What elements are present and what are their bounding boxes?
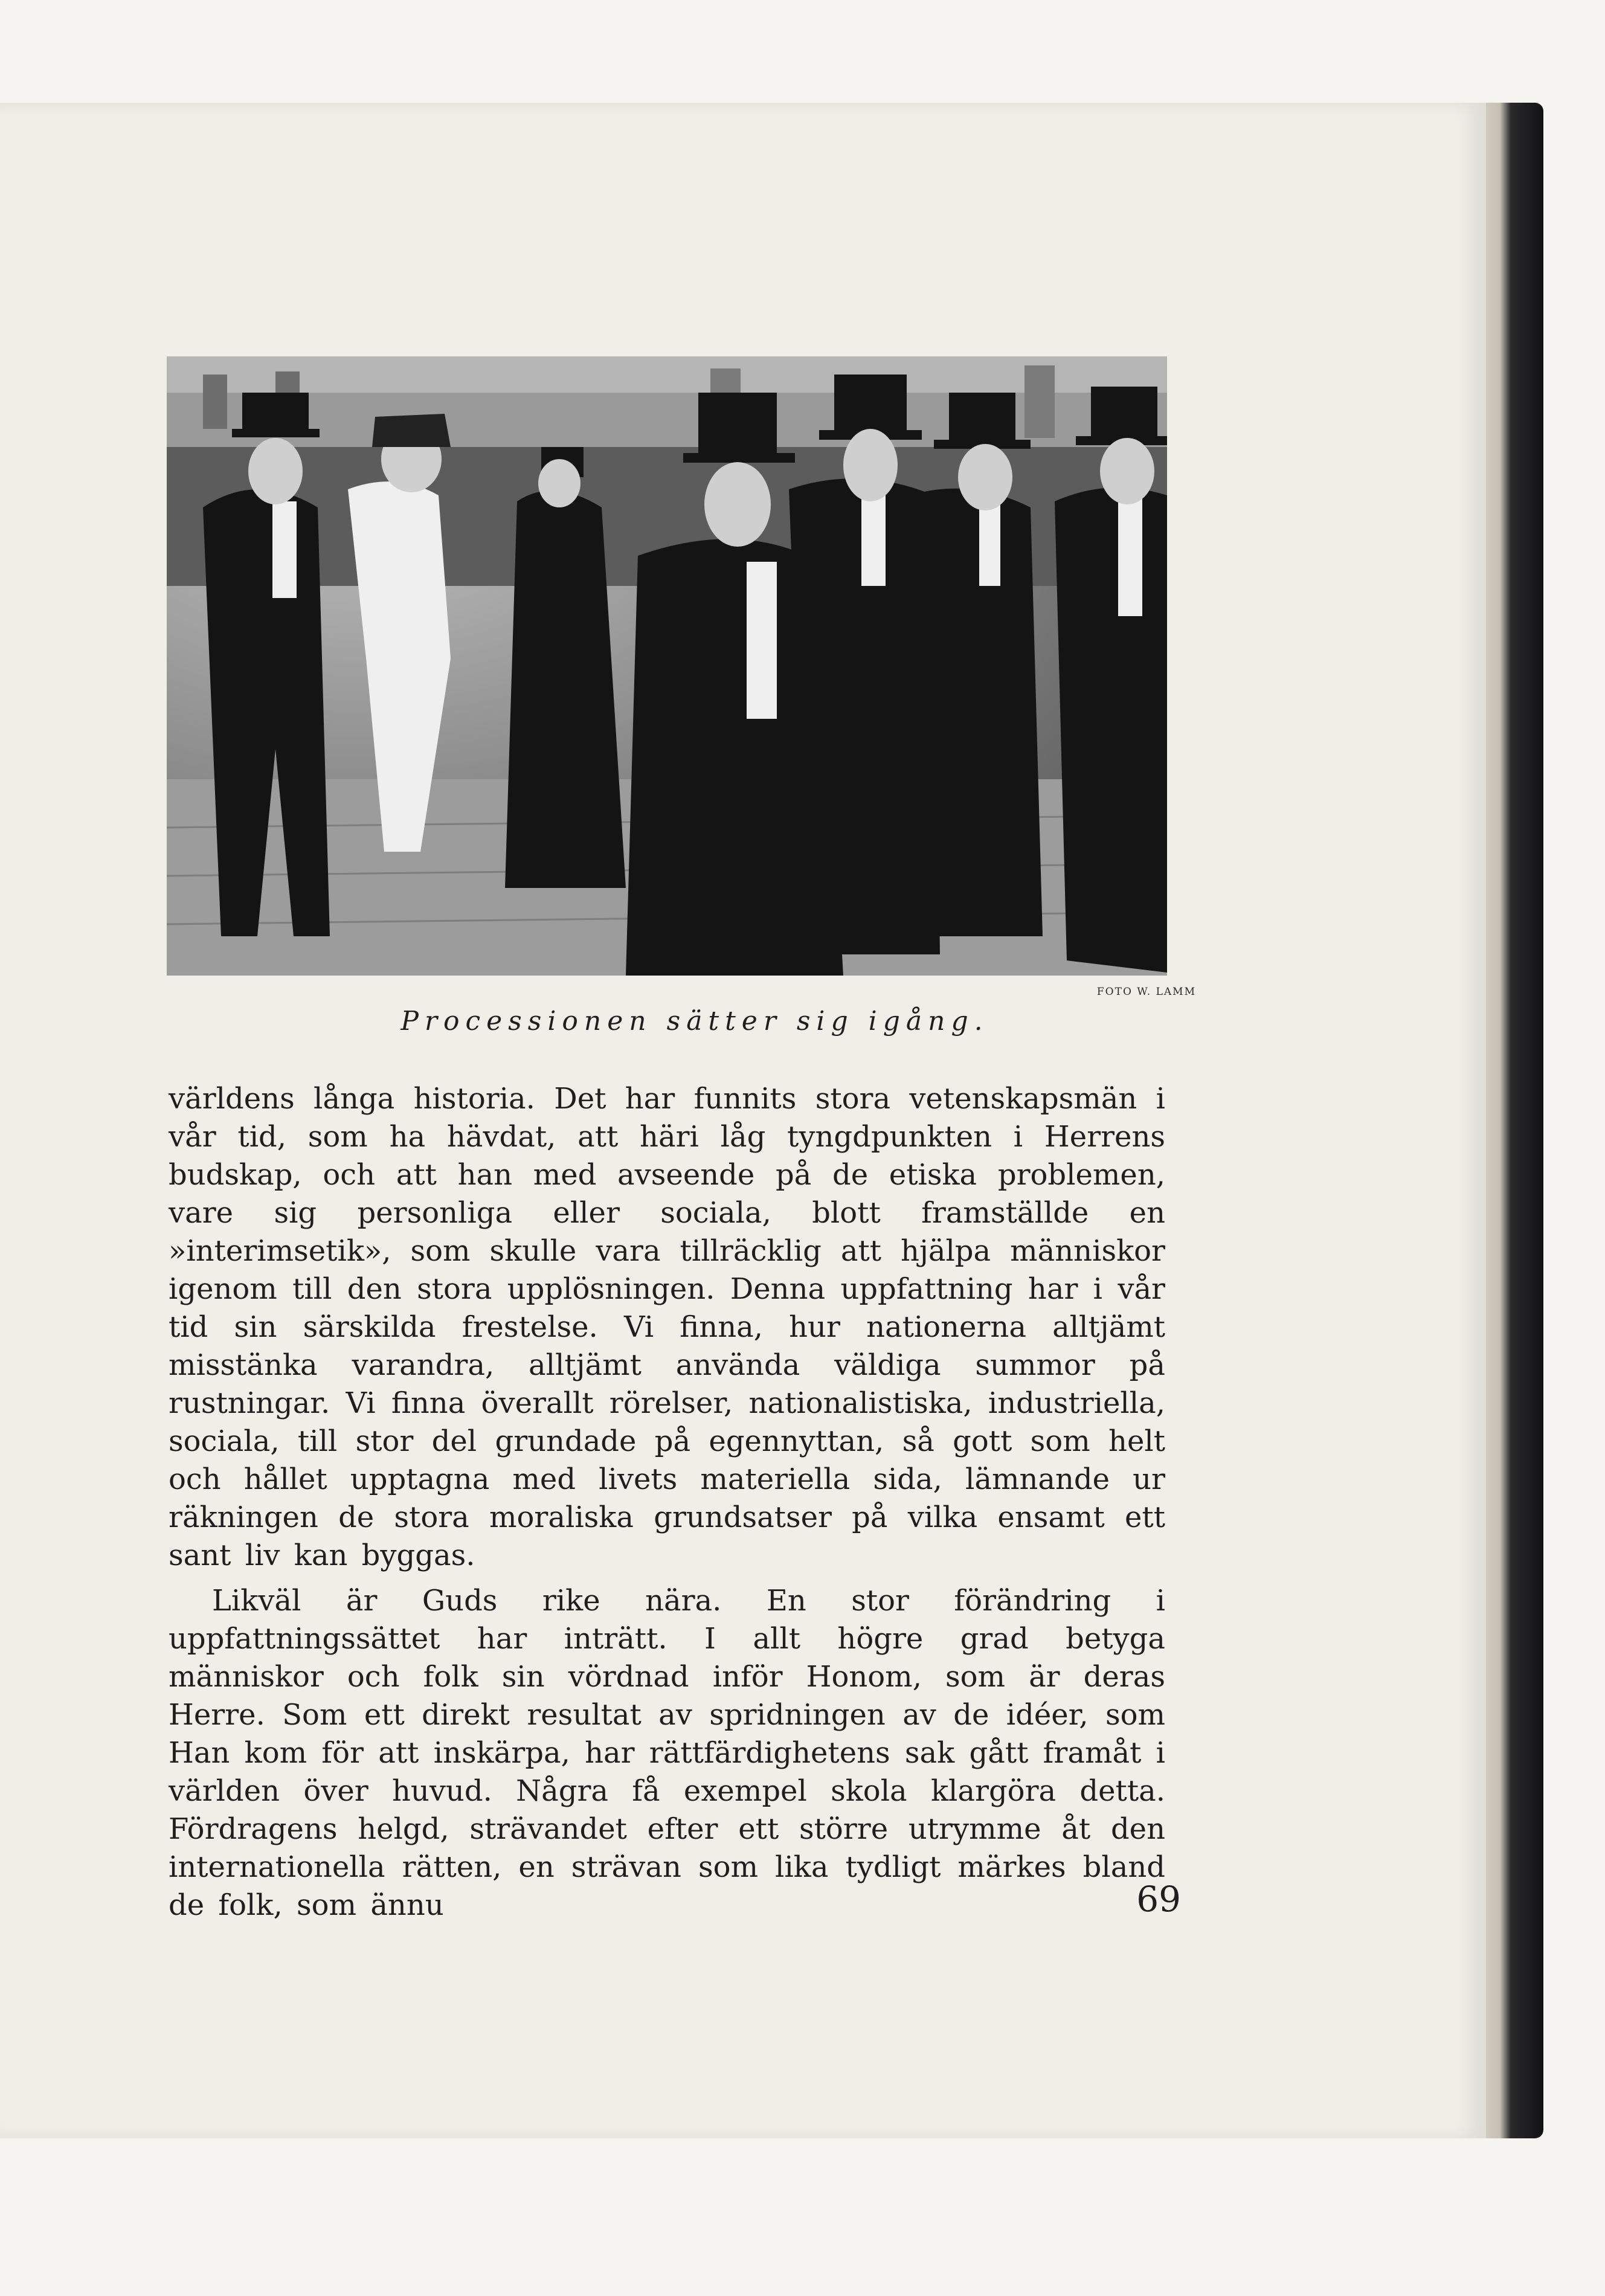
- photograph-icon: [167, 356, 1167, 976]
- photo-credit: FOTO W. LAMM: [1096, 986, 1196, 998]
- body-text: [169, 1080, 1165, 1925]
- page-number: 69: [1136, 1879, 1181, 1920]
- procession-photograph: [167, 356, 1167, 976]
- paragraph: Likväl är Guds rike nära. En stor förändring i uppfattningssättet har inträtt. I allt högre grad betyga människor och folk sin vördnad inför Honom, som är deras Herre. Som ett direkt resultat av spridningen av de idéer, som Han kom för att inskärpa, har rättfärdighetens sak gått framåt i världen över huvud. Några få exempel skola klargöra detta. Fördragens helgd, strävandet efter ett större utrymme åt den internationella rätten, en strävan som lika tydligt märkes bland de folk, som ännu: [169, 1584, 1165, 1922]
- photo-caption: Processionen sätter sig igång.: [400, 1006, 989, 1037]
- paragraph: världens långa historia. Det har funnits stora vetenskapsmän i vår tid, som ha hävdat, att häri låg tyngdpunkten i Herrens budskap, och att han med avseende på de etiska problemen, vare sig personliga eller sociala, blott framställde en »interimsetik», som skulle vara tillräcklig att hjälpa människor igenom till den stora upplösningen. Denna uppfattning har i vår tid sin särskilda frestelse. Vi finna, hur nationerna alltjämt misstänka varandra, alltjämt använda väldiga summor på rustningar. Vi finna överallt rörelser, nationalistiska, industriella, sociala, till stor del grundade på egennyttan, så gott som helt och hållet upptagna med livets materiella sida, lämnande ur räkningen de stora moraliska grundsatser på vilka ensamt ett sant liv kan byggas.: [169, 1082, 1165, 1572]
